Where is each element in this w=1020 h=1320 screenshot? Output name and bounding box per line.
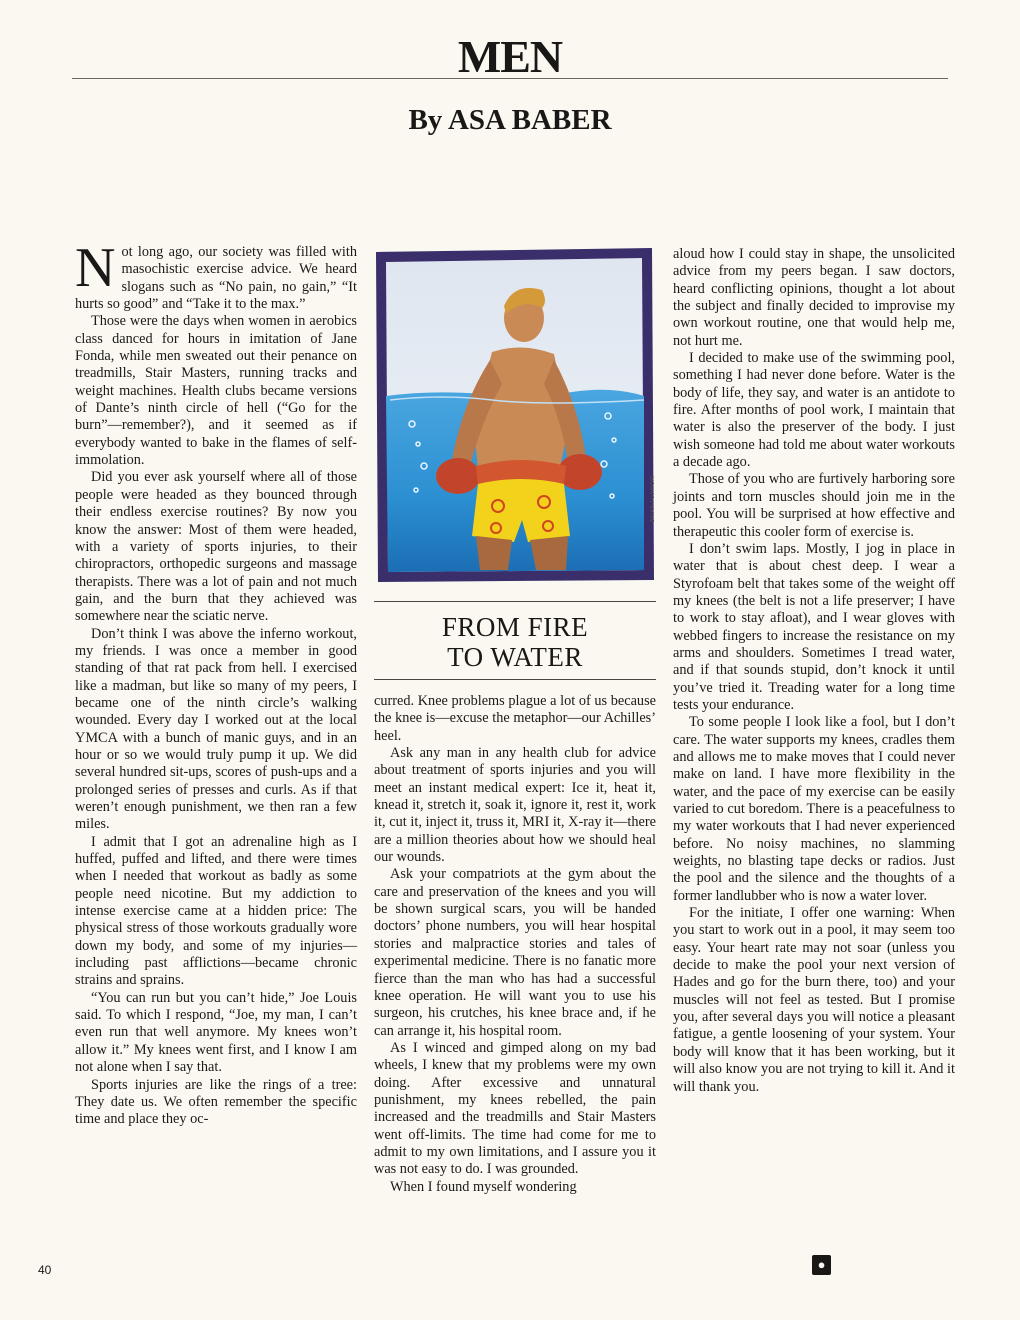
headline-rule-bottom	[374, 679, 656, 680]
header-rule	[72, 78, 948, 79]
swimmer-illustration	[372, 244, 656, 586]
paragraph: Those were the days when women in aerobics class danced for hours in imitation of Jane Fonda, while men sweated out their penance on treadmills, Stair Masters, running tracks and weight machines. Health clubs became versions of Dante’s ninth circle of hell (“Go for the burn”—remember?), and it seemed as if everybody wanted to bake in the flames of self-immolation.	[75, 313, 357, 469]
end-mark-icon: ●	[812, 1255, 831, 1275]
paragraph: I don’t swim laps. Mostly, I jog in place in water that is about chest deep. I wear a Styrofoam belt that takes some of the weight off my knees (the belt is not a life preserver; I have to work to stay afloat), and I wear gloves with webbed fingers to increase the resistance on my arms and shoulders. Sometimes I tread water, and if that sounds stupid, don’t knock it until you’ve tried it. Treading water for a long time tests your endurance.	[673, 540, 955, 713]
paragraph: Those of you who are furtively harboring sore joints and torn muscles should join me in the pool. You will be surprised at how effective and therapeutic this cooler form of exercise is.	[673, 471, 955, 540]
paragraph: I decided to make use of the swimming pool, something I had never done before. Water is the body of life, they say, and water is an antidote to fire. After months of pool work, I maintain that water is also the preserver of the body. I just wish someone had told me about water workouts a decade ago.	[673, 350, 955, 471]
paragraph: As I winced and gimped along on my bad wheels, I knew that my problems were my own doing. After excessive and unnatural punishment, my knees rebelled, the pain increased and the treadmills and Stair Masters went off-limits. The time had come for me to admit to my own limitations, and I assure you it was not easy to do. I was grounded.	[374, 1039, 656, 1178]
drop-cap: N	[75, 237, 116, 299]
article-column-1	[75, 237, 357, 1129]
paragraph: Ask any man in any health club for advice about treatment of sports injuries and you will meet an instant medical expert: Ice it, heat it, knead it, stretch it, soak it, ignore it, rest it, work it, cut it, inject it, truss it, MRI it, X-ray it—there are a million theories about how we should heal our wounds.	[374, 745, 656, 866]
paragraph: Did you ever ask yourself where all of those people were headed as they bounced through their endless exercise routines? By now you know the answer: Most of them were headed, with a variety of sports injuries, to their chiropractors, orthopedic surgeons and massage therapists. There was a lot of pain and not much gain, and the burn that they achieved was somewhere near the sciatic nerve.	[75, 469, 357, 625]
paragraph: Don’t think I was above the inferno workout, my friends. I was once a member in good standing of that rat pack from hell. I exercised like a madman, but like so many of my peers, I became one of the ninth circle’s walking wounded. Every day I worked out at the local YMCA with a bunch of manic guys, and in an hour or so we would truly pump it up. We did several hundred sit-ups, scores of push-ups and a prolonged series of presses and curls. As if that weren’t enough punishment, we then ran a few miles.	[75, 625, 357, 833]
paragraph: curred. Knee problems plague a lot of us because the knee is—excuse the metaphor—our Achilles’ heel.	[374, 693, 656, 744]
glove-left	[436, 458, 480, 494]
paragraph: Sports injuries are like the rings of a tree: They date us. We often remember the specific time and place they oc-	[75, 1076, 357, 1128]
headline-rule-top	[374, 601, 656, 602]
article-column-3	[673, 246, 955, 1096]
paragraph-text: ot long ago, our society was filled with masochistic exercise advice. We heard slogans such as “No pain, no gain,” “It hurts so good” and “Take it to the max.”	[75, 244, 357, 313]
page-number: 40	[38, 1263, 52, 1277]
article-headline	[374, 612, 656, 672]
paragraph: I admit that I got an adrenaline high as I huffed, puffed and lifted, and there were times when I needed that workout as badly as some people need nicotine. But my addiction to intense exercise came at a hidden price: The physical stress of those workouts gradually wore down my body, and some of my injuries—including past afflictions—became chronic strains and sprains.	[75, 833, 357, 989]
paragraph: aloud how I could stay in shape, the unsolicited advice from my peers began. I saw doctors, heard conflicting opinions, thought a lot about the subject and finally decided to improvise my own workout routine, one that would help me, not hurt me.	[673, 246, 955, 349]
byline: By ASA BABER	[408, 104, 612, 136]
headline-line-2: TO WATER	[447, 642, 583, 672]
paragraph: When I found myself wondering	[390, 1178, 577, 1195]
article-column-2	[374, 693, 656, 1196]
headline-line-1: FROM FIRE	[441, 612, 589, 642]
paragraph: To some people I look like a fool, but I don’t care. The water supports my knees, cradles them and allows me to make moves that I could never make on land. I have more flexibility in the water, and the pace of my exercise can be easily varied to cut boredom. There is a peacefulness to my water workouts that I had never experienced before. No noisy machines, no slamming weights, no blasting tape decks or radios. Just the pool and the silence and the thoughts of a former landlubber who is now a water lover.	[673, 714, 955, 904]
paragraph: For the initiate, I offer one warning: When you start to work out in a pool, it may seem too easy. Your heart rate may not soar (unless you decide to make the pool your next version of Hades and go for the burn there, too) and your muscles will not feel as tested. But I promise you, after several days you will notice a pleasant fatigue, a gentle loosening of your system. Your body will know that it has been working, but it will also know you are not trying to kill it. And it will thank you.	[673, 905, 955, 1095]
paragraph	[75, 237, 357, 313]
paragraph: “You can run but you can’t hide,” Joe Louis said. To which I respond, “Joe, my man, I can’t even run that well anymore. My knees won’t allow it.” My knees went first, and I know I am not alone when I say that.	[75, 989, 357, 1076]
column-title: MEN	[457, 31, 563, 82]
illustration-credit: BRIAN FUJIMORI	[650, 475, 656, 523]
paragraph: Ask your compatriots at the gym about the care and preservation of the knees and you will be shown surgical scars, you will be handed doctors’ phone numbers, you will hear hospital stories and malpractice stories and tales of experimental medicine. There is no fanatic more fierce than the man who has had a successful knee operation. He will want you to use his surgeon, his crutches, his knee brace and, if he can arrange it, his hospital room.	[374, 866, 656, 1039]
